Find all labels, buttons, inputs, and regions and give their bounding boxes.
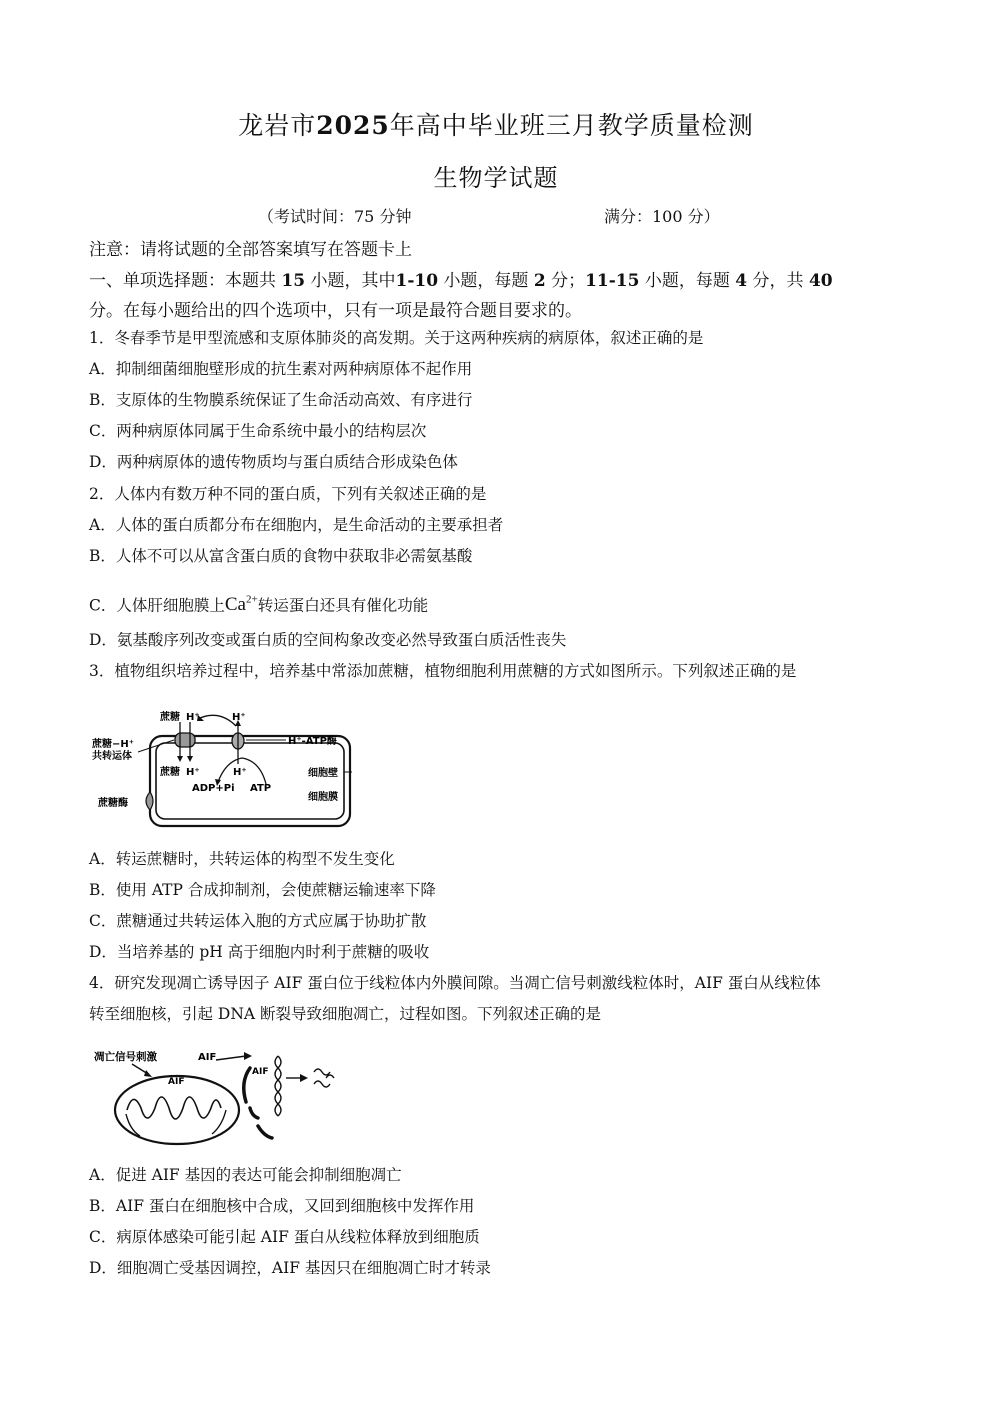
arrow-head — [144, 1070, 152, 1077]
section-num: 4 — [735, 271, 748, 291]
question-3-option-c: C．蔗糖通过共转运体入胞的方式应属于协助扩散 — [89, 912, 427, 930]
question-4-option-a: A．促进 AIF 基因的表达可能会抑制细胞凋亡 — [89, 1166, 402, 1184]
title-suffix: 年高中毕业班三月教学质量检测 — [389, 111, 754, 140]
question-2-stem: 2．人体内有数万种不同的蛋白质，下列有关叙述正确的是 — [89, 485, 487, 503]
notice-text: 注意：请将试题的全部答案填写在答题卡上 — [89, 240, 412, 260]
label-aif-dna: AIF — [252, 1067, 269, 1077]
label-adp-pi: ADP+Pi — [192, 783, 235, 794]
proton-cycle-arrow — [200, 715, 236, 726]
section-text: 分； — [551, 271, 586, 291]
ion-charge: 2+ — [245, 594, 258, 606]
label-cotransporter-1: 蔗糖−H⁺ — [92, 739, 135, 750]
section-num: 15 — [281, 271, 306, 291]
question-3-option-a: A．转运蔗糖时，共转运体的构型不发生变化 — [89, 850, 395, 868]
label-h-outside-2: H⁺ — [232, 712, 246, 723]
page-subtitle: 生物学试题 — [433, 164, 559, 192]
question-3-option-b: B．使用 ATP 合成抑制剂，会使蔗糖运输速率下降 — [89, 881, 436, 899]
question-2-option-b: B．人体不可以从富含蛋白质的食物中获取非必需氨基酸 — [89, 547, 473, 565]
label-atp: ATP — [250, 783, 272, 794]
section-num: 2 — [533, 271, 546, 291]
mitochondrion-inner — [126, 1110, 226, 1136]
section-text: 一、单项选择题：本题共 — [89, 271, 276, 291]
sucrose-transport-figure — [90, 706, 360, 832]
label-h-atpase: H⁺-ATP酶 — [288, 736, 337, 747]
question-1-option-c: C．两种病原体同属于生命系统中最小的结构层次 — [89, 422, 427, 440]
label-cell-wall: 细胞壁 — [308, 768, 338, 779]
ion-symbol: Ca — [224, 594, 246, 616]
question-4-option-b: B．AIF 蛋白在细胞核中合成，又回到细胞核中发挥作用 — [89, 1197, 475, 1215]
option-c-tail: 转运蛋白还具有催化功能 — [257, 596, 429, 615]
question-1-option-d: D．两种病原体的遗传物质均与蛋白质结合形成染色体 — [89, 453, 458, 471]
section-text: 小题，每题 — [443, 271, 529, 291]
cotransporter-shape — [175, 733, 195, 747]
section-text: 分，共 — [752, 271, 804, 291]
aif-apoptosis-figure — [92, 1044, 352, 1150]
question-4-option-d: D．细胞凋亡受基因调控，AIF 基因只在细胞凋亡时才转录 — [89, 1259, 491, 1277]
label-aif-inner: AIF — [168, 1077, 185, 1087]
cell-membrane-shape — [156, 743, 344, 819]
question-3-stem: 3．植物组织培养过程中，培养基中常添加蔗糖，植物细胞利用蔗糖的方式如图所示。下列叙述正确的是 — [89, 662, 797, 680]
title-prefix: 龙岩市 — [238, 111, 317, 140]
option-c-text: C．人体肝细胞膜上 — [89, 596, 225, 615]
full-score: 满分：100 分） — [604, 207, 720, 226]
aif-release-arrow — [216, 1056, 246, 1060]
question-2-option-d: D．氨基酸序列改变或蛋白质的空间构象改变必然导致蛋白质活性丧失 — [89, 631, 567, 649]
question-1-option-a: A．抑制细菌细胞壁形成的抗生素对两种病原体不起作用 — [89, 360, 473, 378]
section-num: 1-10 — [395, 271, 439, 291]
label-h-outside-1: H⁺ — [186, 712, 200, 723]
nuclear-membrane-fragment — [250, 1108, 258, 1118]
nuclear-membrane-fragment — [258, 1126, 272, 1138]
question-1-stem: 1．冬春季节是甲型流感和支原体肺炎的高发期。关于这两种疾病的病原体，叙述正确的是 — [89, 329, 704, 347]
question-3-option-d: D．当培养基的 pH 高于细胞内时利于蔗糖的吸收 — [89, 943, 430, 961]
question-2-option-c — [89, 590, 428, 615]
question-2-option-a: A．人体的蛋白质都分布在细胞内，是生命活动的主要承担者 — [89, 516, 504, 534]
arrow-head — [244, 1052, 252, 1060]
label-sucrose-inside: 蔗糖 — [160, 767, 180, 778]
question-4-stem-line1: 4．研究发现凋亡诱导因子 AIF 蛋白位于线粒体内外膜间隙。当凋亡信号刺激线粒体时，AIF 蛋白从线粒体 — [89, 974, 821, 992]
section-heading-line2: 分。在每小题给出的四个选项中，只有一项是最符合题目要求的。 — [89, 301, 582, 321]
section-heading-line1 — [89, 266, 833, 291]
calcium-ion — [225, 594, 258, 615]
label-apoptosis-signal: 凋亡信号刺激 — [94, 1051, 157, 1063]
label-aif-outside: AIF — [198, 1052, 217, 1063]
title-year: 2025 — [316, 111, 390, 140]
page-title — [0, 106, 992, 142]
section-text: 小题，其中 — [310, 271, 396, 291]
dna-fragments — [314, 1069, 334, 1087]
label-cell-membrane: 细胞膜 — [308, 792, 338, 803]
arrow-head — [187, 756, 193, 762]
nuclear-membrane-fragment — [244, 1068, 250, 1102]
label-sucrase: 蔗糖酶 — [98, 798, 128, 809]
mitochondrion-cristae — [127, 1097, 221, 1119]
label-h-inside-2: H⁺ — [233, 767, 247, 778]
question-4-option-c: C．病原体感染可能引起 AIF 蛋白从线粒体释放到细胞质 — [89, 1228, 480, 1246]
arrow-head — [177, 756, 183, 762]
arrow-head — [300, 1074, 308, 1082]
section-text: 小题，每题 — [644, 271, 730, 291]
sucrase-shape — [146, 792, 153, 810]
section-num: 40 — [808, 271, 833, 291]
label-h-inside-1: H⁺ — [186, 767, 200, 778]
label-sucrose-outside: 蔗糖 — [160, 712, 180, 723]
label-cotransporter-2: 共转运体 — [92, 751, 132, 762]
section-num: 11-15 — [585, 271, 640, 291]
exam-time: （考试时间：75 分钟 — [258, 207, 412, 226]
question-4-stem-line2: 转至细胞核，引起 DNA 断裂导致细胞凋亡，过程如图。下列叙述正确的是 — [89, 1005, 602, 1023]
question-1-option-b: B．支原体的生物膜系统保证了生命活动高效、有序进行 — [89, 391, 473, 409]
